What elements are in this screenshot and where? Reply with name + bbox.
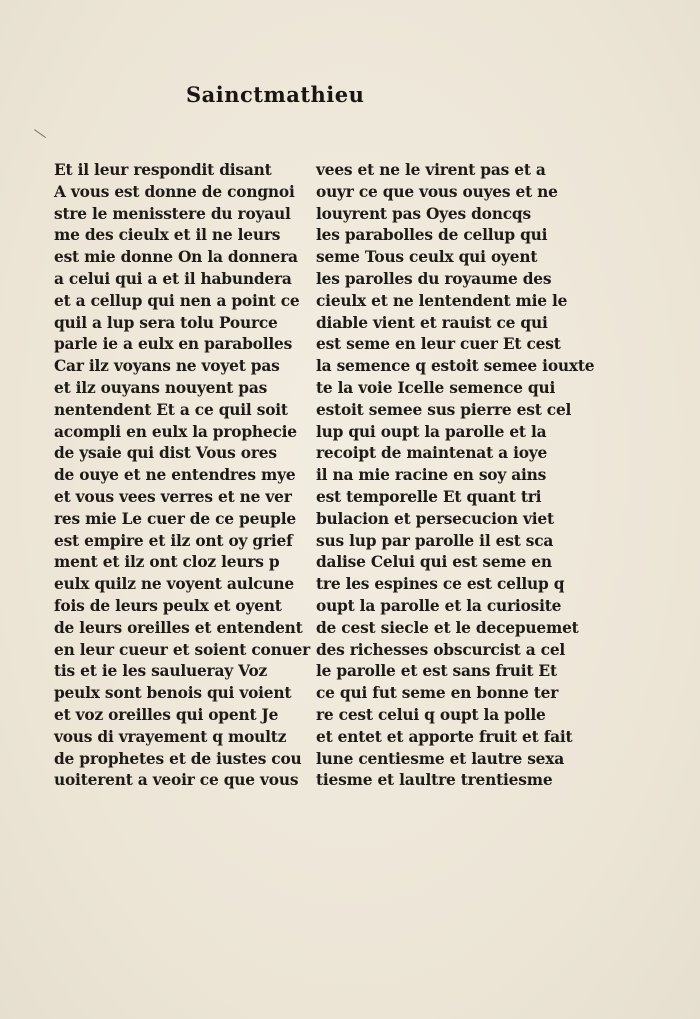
text-line: lune centiesme et lautre sexa [316,749,565,768]
text-line: la semence q estoit semee iouxte [316,357,595,376]
text-line: est temporelle Et quant tri [316,487,542,506]
text-line: quil a lup sera tolu Pource [54,313,278,332]
text-line: dalise Celui qui est seme en [316,553,552,572]
text-line: sus lup par parolle il est sca [316,531,554,550]
text-line: a celui qui a et il habundera [54,269,292,288]
text-line: peulx sont benois qui voient [54,684,292,703]
text-line: res mie Le cuer de ce peuple [54,509,296,528]
text-line: ouyr ce que vous ouyes et ne [316,182,558,201]
text-line: eulx quilz ne voyent aulcune [54,575,294,594]
text-line: ce qui fut seme en bonne ter [316,684,559,703]
text-line: acompli en eulx la prophecie [54,422,297,441]
text-line: Car ilz voyans ne voyet pas [54,357,280,376]
text-line: fois de leurs peulx et oyent [54,596,282,615]
text-line: nentendent Et a ce quil soit [54,400,288,419]
text-line: A vous est donne de congnoi [54,182,295,201]
text-line: de prophetes et de iustes cou [54,749,302,768]
margin-mark [34,114,56,138]
text-line: vous di vrayement q moultz [54,727,287,746]
text-line: tre les espines ce est cellup q [316,575,565,594]
text-line: tiesme et laultre trentiesme [316,771,553,790]
text-line: seme Tous ceulx qui oyent [316,248,538,267]
text-line: le parolle et est sans fruit Et [316,662,557,681]
text-line: tis et ie les saulueray Voz [54,662,268,681]
text-line: et voz oreilles qui opent Je [54,705,279,724]
text-line: re cest celui q oupt la polle [316,705,546,724]
text-line: de ouye et ne entendres mye [54,466,296,485]
text-line: recoipt de maintenat a ioye [316,444,548,463]
text-line: de cest siecle et le decepuemet [316,618,579,637]
text-line: en leur cueur et soient conuer [54,640,311,659]
text-line: ment et ilz ont cloz leurs p [54,553,280,572]
text-line: bulacion et persecucion viet [316,509,554,528]
text-line: de ysaie qui dist Vous ores [54,444,277,463]
text-line: oupt la parolle et la curiosite [316,596,562,615]
text-line: et entet et apporte fruit et fait [316,727,573,746]
text-line: cieulx et ne lentendent mie le [316,291,568,310]
text-line: lup qui oupt la parolle et la [316,422,547,441]
text-line: te la voie Icelle semence qui [316,378,556,397]
text-line: est empire et ilz ont oy grief [54,531,293,550]
text-line: vees et ne le virent pas et a [316,161,546,179]
text-line: les parabolles de cellup qui [316,226,548,245]
text-line: louyrent pas Oyes doncqs [316,204,531,223]
text-line: parle ie a eulx en parabolles [54,335,293,354]
text-line: estoit semee sus pierre est cel [316,400,572,419]
text-line: stre le menisstere du royaul [54,204,291,223]
text-line: il na mie racine en soy ains [316,466,547,485]
text-line: me des cieulx et il ne leurs [54,226,281,245]
text-line: uoiterent a veoir ce que vous [54,771,299,790]
text-line: Et il leur respondit disant [54,161,272,179]
text-column-left [54,160,310,792]
text-line: diable vient et rauist ce qui [316,313,548,332]
text-column-right [316,160,594,792]
text-line: est mie donne On la donnera [54,248,298,267]
text-line: est seme en leur cuer Et cest [316,335,561,354]
text-line: les parolles du royaume des [316,269,552,288]
text-line: des richesses obscurcist a cel [316,640,566,659]
running-head: Sainctmathieu [186,82,365,107]
text-line: et a cellup qui nen a point ce [54,291,300,310]
text-line: et ilz ouyans nouyent pas [54,378,268,397]
text-line: de leurs oreilles et entendent [54,618,303,637]
text-line: et vous vees verres et ne ver [54,487,292,506]
